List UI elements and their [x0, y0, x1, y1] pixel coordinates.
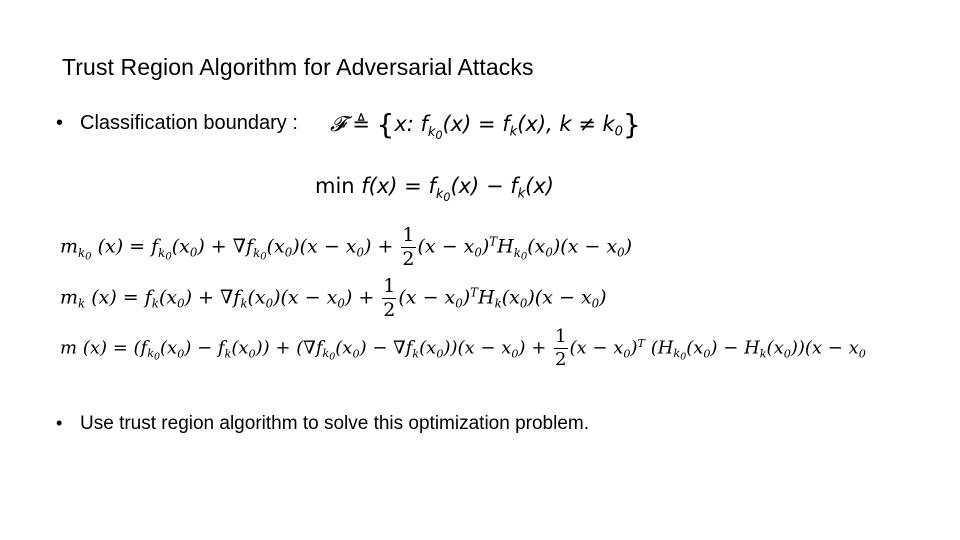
solve-text: Use trust region algorithm to solve this optimization problem.: [80, 413, 590, 434]
model-diff-formula: m $(x) = (f_{k_0}(x_0) - f_k(x_0)) + (\nabla f_{k_0}(x_0) - \nabla f_k(x_0))(x - x_0)$ + $\frac{1}{2}$ $(x - x_0)^T$ $(H_{k_0}(x_0) - H_k(x_0))(x - x_0$: [60, 326, 866, 370]
boundary-set-formula: 𝓕 ≜ {x: $f_{k_0}(x) = f_k(x)$, $k \ne k_0$}: [330, 108, 641, 142]
bullet-dot: •: [56, 112, 64, 134]
slide-title: Trust Region Algorithm for Adversarial Attacks: [62, 54, 534, 80]
boundary-bullet: [56, 112, 298, 135]
solve-bullet: [56, 413, 589, 435]
model-k0-formula: $m_{k_0}$ $(x) = f_{k_0}(x_0) + \nabla f_{k_0}(x_0)(x - x_0)$ + $\frac{1}{2}$ $(x - x_0)^TH_{k_0}(x_0)(x - x_0)$: [60, 224, 633, 270]
objective-formula: $\min f(x) = f_{k_0}(x) - f_k(x)$: [315, 174, 554, 204]
model-k-formula: $m_k$ $(x) = f_k(x_0) + \nabla f_k(x_0)(x - x_0)$ + $\frac{1}{2}$ $(x - x_0)^TH_k(x_0)(x - x_0)$: [60, 275, 607, 321]
boundary-label: Classification boundary :: [80, 112, 298, 134]
bullet-dot: •: [56, 413, 63, 433]
